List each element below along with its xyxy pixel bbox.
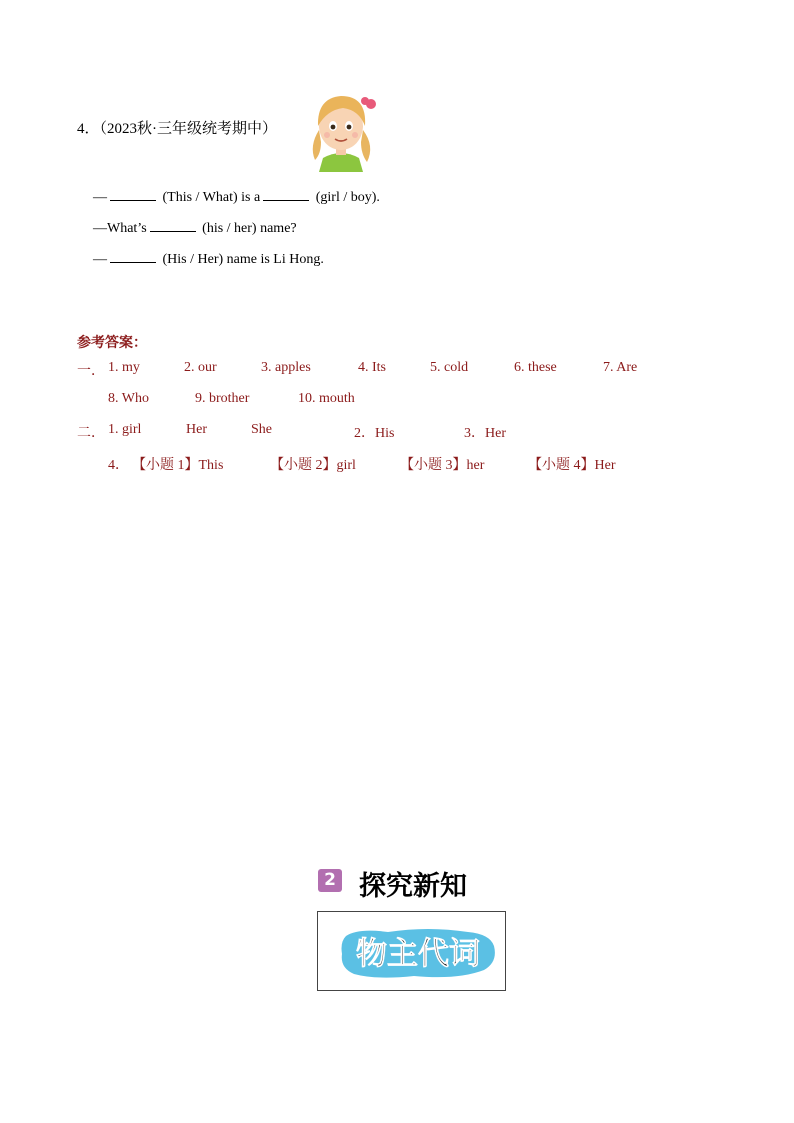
answer-blank[interactable] (150, 219, 196, 232)
answer-item: She (251, 422, 272, 437)
answer-item: 2．His (354, 426, 395, 441)
answer-item: 【小题 1】This (132, 458, 224, 473)
section1-label: 一． (77, 364, 105, 379)
answer-item: 6. these (514, 360, 557, 375)
question-line-1: — (This / What) is a (girl / boy). (93, 190, 380, 205)
section-title: 探究新知 (359, 871, 467, 902)
answer-item: 7. Are (603, 360, 638, 375)
answer-item: 2. our (184, 360, 217, 375)
answer-item: 4． (108, 458, 129, 473)
answer-item: 【小题 2】girl (270, 458, 356, 473)
banner-image (318, 912, 505, 990)
answer-item: 9. brother (195, 391, 250, 406)
answer-item: 5. cold (430, 360, 469, 375)
answer-blank[interactable] (263, 188, 309, 201)
answer-item: 1. girl (108, 422, 142, 437)
section-number-badge: 2 (318, 869, 342, 892)
answers-title: 参考答案： (77, 335, 147, 351)
answer-blank[interactable] (110, 188, 156, 201)
answer-item: 10. mouth (298, 391, 355, 406)
section2-label: 二． (77, 426, 105, 441)
answer-item: Her (186, 422, 207, 437)
answer-item: 【小题 3】her (400, 458, 485, 473)
banner-text: 物主代词 (356, 936, 480, 972)
answer-item: 8. Who (108, 391, 149, 406)
banner-frame (317, 911, 506, 991)
answer-item: 1. my (108, 360, 140, 375)
answer-item: 3. apples (261, 360, 311, 375)
answer-blank[interactable] (110, 250, 156, 263)
question-line-2: —What’s (his / her) name? (93, 221, 297, 236)
question-header: 4．（2023秋·三年级统考期中） (77, 121, 277, 137)
question-line-3: — (His / Her) name is Li Hong. (93, 252, 324, 267)
answer-item: 3．Her (464, 426, 506, 441)
girl-illustration (305, 88, 379, 172)
answer-item: 4. Its (358, 360, 386, 375)
answer-item: 【小题 4】Her (528, 458, 616, 473)
